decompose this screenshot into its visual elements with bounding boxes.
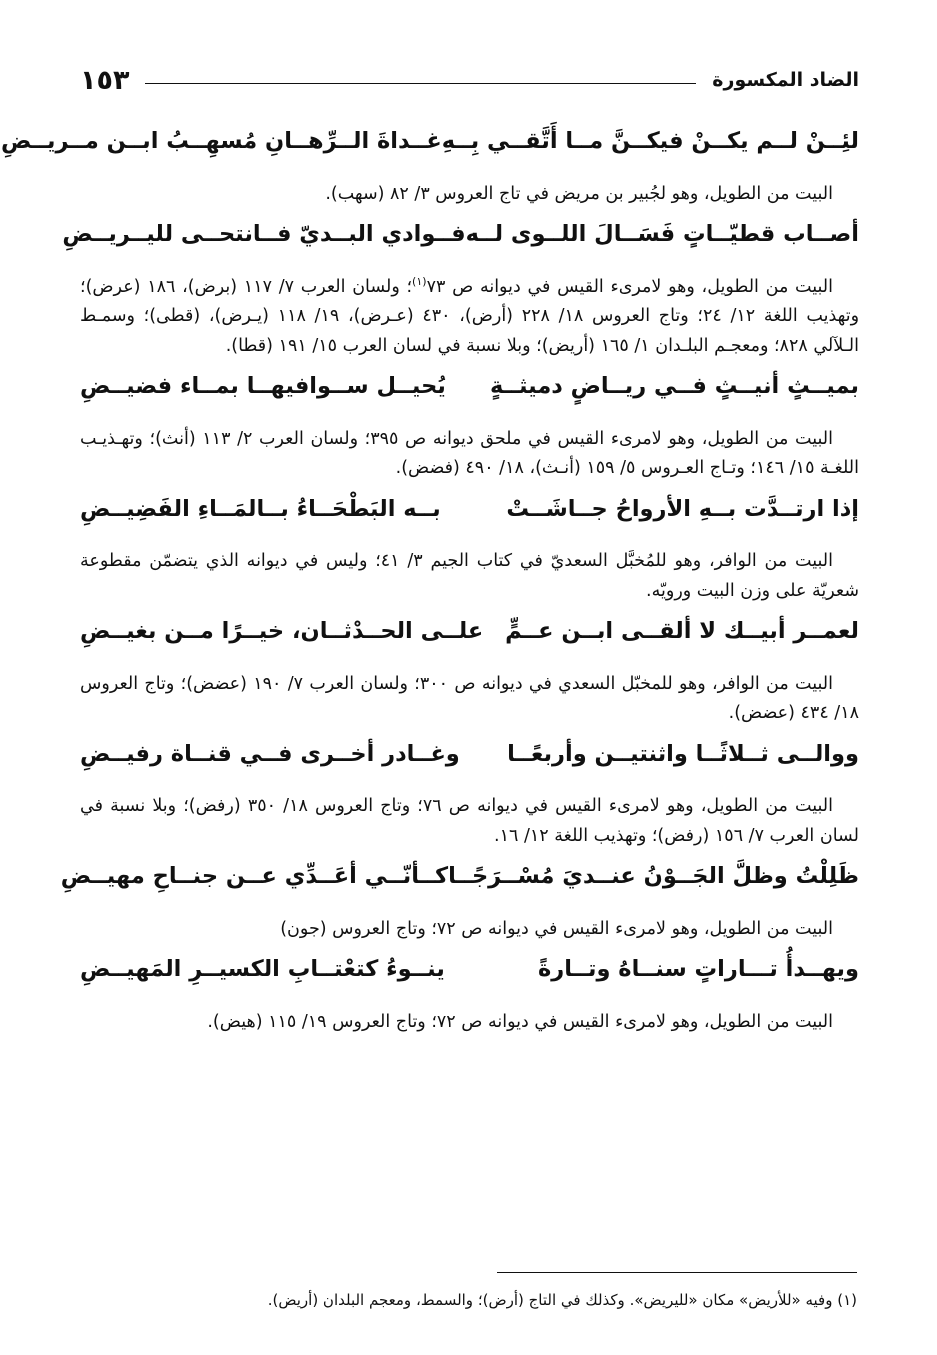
page-number: ١٥٣	[80, 64, 130, 96]
verse-first-hemistich: أصــاب قطيّــاتٍ فَسَــالَ اللــوى لــه	[465, 221, 859, 247]
verse-commentary	[80, 273, 859, 362]
footnote: (١) وفيه «للأريض» مكان «لليريض». وكذلك في التاج (أرض)؛ والسمط، ومعجم البلدان (أريض).	[267, 1291, 857, 1309]
verse-first-hemistich: لئِــنْ لــم يكــنْ فيكــنَّ مــا أَتَّقــي بِــهِ	[441, 128, 859, 154]
verse-line	[80, 733, 859, 775]
verse-first-hemistich: ووالــى ثــلاثًــا واثنتيــن وأربعًــا	[507, 740, 859, 767]
verse-commentary: البيت من الطويل، وهو لامرىء القيس في ديوانه ص ٧٢؛ وتاج العروس (جون)	[280, 918, 833, 939]
verse-commentary: البيت من الوافر، وهو للمخبّل السعدي في ديوانه ص ٣٠٠؛ ولسان العرب ٧/ ١٩٠ (عضض)؛ وتاج العروس ١٨/ ٤٣٤ (عضض).	[80, 673, 859, 723]
verse-line	[80, 488, 859, 530]
verse-entry	[80, 365, 859, 484]
verse-second-hemistich: كــأنّــي أعَــدِّي عــن جنــاحِ مهيــضِ	[60, 863, 449, 889]
verse-line	[62, 213, 859, 255]
verse-second-hemistich: وغــادر أخــرى فــي قنــاة رفيــضِ	[80, 740, 460, 767]
verse-entry	[80, 733, 859, 852]
verse-second-hemistich: بــه البَطْحَــاءُ بــالمَــاءِ الفَضِيــضِ	[80, 495, 441, 522]
header-rule	[145, 83, 696, 84]
verse-first-hemistich: إذا ارتــدَّت بــهِ الأرواحُ جــاشَــتْ	[506, 495, 859, 522]
verse-first-hemistich: لعمــر أبيــك لا ألقــى ابــن عــمٍّ	[505, 618, 859, 644]
verse-commentary: البيت من الطويل، وهو لامرىء القيس في ديوانه ص ٧٢؛ وتاج العروس ١٩/ ١١٥ (هيض).	[207, 1011, 833, 1032]
verse-second-hemistich: علــى الحــدْثــان، خيــرًا مــن بغيــضِ	[80, 618, 484, 644]
verse-line	[80, 948, 859, 990]
verse-second-hemistich: يُحيــل ســوافيهــا بمــاء فضيــضِ	[80, 373, 446, 399]
verse-first-hemistich: ويهــدأُ تـــاراتٍ سنــاهُ وتــارةً	[537, 956, 859, 982]
footnote-marker: (١)	[412, 274, 427, 288]
verse-line	[80, 365, 859, 407]
verse-entry	[0, 120, 859, 209]
verse-line	[80, 610, 859, 652]
verse-commentary: البيت من الوافر، وهو للمُخبَّل السعديّ في كتاب الجيم ٣/ ٤١؛ وليس في ديوانه الذي يتضمّن مقطوعة شعريّة على وزن البيت ورويّه.	[80, 551, 859, 601]
verse-commentary: البيت من الطويل، وهو لامرىء القيس في ديوانه ص ٧٦؛ وتاج العروس ١٨/ ٣٥٠ (رفض)؛ وبلا نسبة في لسان العرب ٧/ ١٥٦ (رفض)؛ وتهذيب اللغة ١٢/ ١٦.	[80, 796, 859, 846]
verse-first-hemistich: ظَلِلْتُ وظلَّ الجَــوْنُ عنــديَ مُسْــرَجًــا	[448, 863, 859, 889]
verse-second-hemistich: غــداةَ الــرِّهــانِ مُسهِــبُ ابــن مــريــضِ	[0, 128, 442, 154]
verse-entry	[62, 213, 860, 361]
verse-commentary: البيت من الطويل، وهو لامرىء القيس في ملحق ديوانه ص ٣٩٥؛ ولسان العرب ٢/ ١١٣ (أنث)؛ وتهـذيـب اللغـة ١٥/ ١٤٦؛ وتـاج العـروس ٥/ ١٥٩ (أنـث)، ١٨/ ٤٩٠ (فضض).	[80, 428, 859, 478]
verse-first-hemistich: بميــثٍ أنيــثٍ فــي ريــاضٍ دميثــةٍ	[489, 373, 859, 399]
commentary-part: ؛ ولسان العرب ٧/ ١١٧ (برض)، ١٨٦ (عرض)؛ وتهذيب اللغة ١٢/ ٢٤؛ وتاج العروس ١٨/ ٢٢٨ (أرض)، ٤٣٠ (عـرض)، ١٩/ ١١٨ (يـرض)، (قطى)؛ وسمـط الـلآلي ٨٢٨؛ ومعجـم البلـدان ١/ ١٦٥ (أريض)؛ وبلا نسبة في لسان العرب ١٥/ ١٩١ (قطا).	[80, 276, 860, 356]
verse-commentary: البيت من الطويل، وهو لجُبير بن مريض في تاج العروس ٣/ ٨٢ (سهب).	[325, 183, 833, 204]
commentary-part: البيت من الطويل، وهو لامرىء القيس في ديوانه ص ٧٣	[426, 276, 833, 297]
page-header	[80, 60, 859, 100]
footnote-rule	[497, 1272, 857, 1273]
section-title: الضاد المكسورة	[712, 69, 859, 91]
verse-second-hemistich: ينــوءُ كتعْتــابِ الكسيــرِ المَهيــضِ	[80, 956, 445, 982]
verse-second-hemistich: فــوادي البــديّ فــانتحــى لليــريــضِ	[62, 221, 466, 247]
verse-entry	[80, 488, 859, 607]
verse-entry	[60, 855, 859, 944]
verse-entry	[80, 948, 859, 1037]
verse-line	[60, 855, 859, 897]
verse-line	[0, 120, 859, 162]
verse-entries	[0, 120, 860, 1041]
verse-entry	[80, 610, 859, 729]
